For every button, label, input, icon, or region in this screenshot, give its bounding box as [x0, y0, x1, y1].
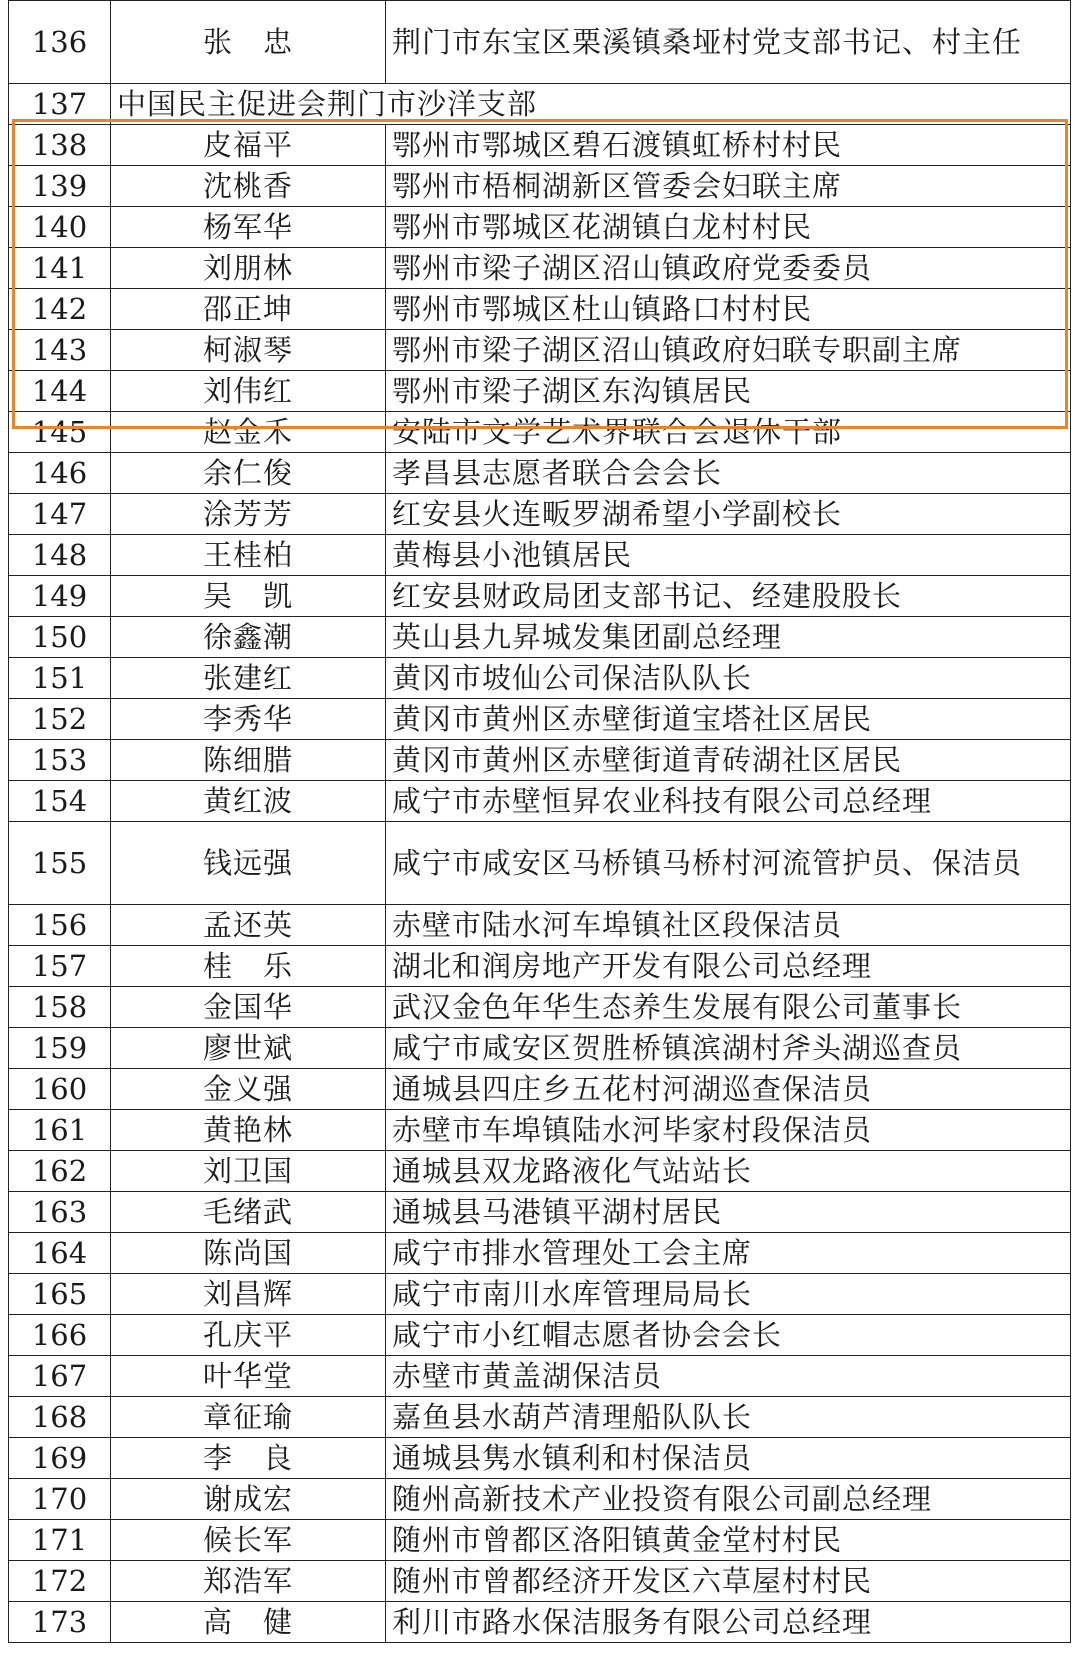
unit-position-cell: 咸宁市赤壁恒昇农业科技有限公司总经理	[386, 781, 1071, 822]
person-name-cell: 叶华堂	[111, 1356, 386, 1397]
row-number-cell: 137	[9, 84, 111, 125]
unit-position-cell: 安陆市文学艺术界联合会退休干部	[386, 412, 1071, 453]
unit-position-cell: 黄梅县小池镇居民	[386, 535, 1071, 576]
row-number-cell: 155	[9, 822, 111, 905]
row-number-cell: 171	[9, 1520, 111, 1561]
roster-table-body	[9, 1, 1071, 1643]
table-row	[9, 1520, 1071, 1561]
person-name-cell: 刘伟红	[111, 371, 386, 412]
row-number-cell: 172	[9, 1561, 111, 1602]
table-row	[9, 1397, 1071, 1438]
unit-position-cell: 通城县双龙路液化气站站长	[386, 1151, 1071, 1192]
person-name-cell: 陈细腊	[111, 740, 386, 781]
table-row	[9, 412, 1071, 453]
person-name-cell: 柯淑琴	[111, 330, 386, 371]
person-name-cell: 沈桃香	[111, 166, 386, 207]
row-number-cell: 167	[9, 1356, 111, 1397]
row-number-cell: 141	[9, 248, 111, 289]
roster-sheet	[8, 0, 1070, 1658]
table-row	[9, 453, 1071, 494]
row-number-cell: 173	[9, 1602, 111, 1643]
unit-position-cell: 赤壁市车埠镇陆水河毕家村段保洁员	[386, 1110, 1071, 1151]
unit-position-cell: 红安县财政局团支部书记、经建股股长	[386, 576, 1071, 617]
table-row	[9, 371, 1071, 412]
person-name-cell: 邵正坤	[111, 289, 386, 330]
row-number-cell: 162	[9, 1151, 111, 1192]
row-number-cell: 159	[9, 1028, 111, 1069]
person-name-cell: 章征瑜	[111, 1397, 386, 1438]
person-name-cell: 李 良	[111, 1438, 386, 1479]
unit-position-cell: 嘉鱼县水葫芦清理船队队长	[386, 1397, 1071, 1438]
table-row	[9, 946, 1071, 987]
person-name-cell: 余仁俊	[111, 453, 386, 494]
person-name-cell: 廖世斌	[111, 1028, 386, 1069]
person-name-cell: 钱远强	[111, 822, 386, 905]
row-number-cell: 147	[9, 494, 111, 535]
unit-position-cell: 咸宁市小红帽志愿者协会会长	[386, 1315, 1071, 1356]
unit-position-cell: 鄂州市梁子湖区沼山镇政府党委委员	[386, 248, 1071, 289]
table-row	[9, 1233, 1071, 1274]
person-name-cell: 刘昌辉	[111, 1274, 386, 1315]
table-row	[9, 699, 1071, 740]
table-row	[9, 1110, 1071, 1151]
unit-position-cell: 鄂州市梁子湖区东沟镇居民	[386, 371, 1071, 412]
table-row	[9, 1, 1071, 84]
table-row	[9, 1438, 1071, 1479]
roster-table	[8, 0, 1071, 1643]
table-row	[9, 535, 1071, 576]
unit-position-cell: 随州市曾都区洛阳镇黄金堂村村民	[386, 1520, 1071, 1561]
row-number-cell: 140	[9, 207, 111, 248]
table-row	[9, 576, 1071, 617]
unit-position-cell: 咸宁市排水管理处工会主席	[386, 1233, 1071, 1274]
row-number-cell: 160	[9, 1069, 111, 1110]
person-name-cell: 李秀华	[111, 699, 386, 740]
group-title-cell: 中国民主促进会荆门市沙洋支部	[111, 84, 1071, 125]
person-name-cell: 吴 凯	[111, 576, 386, 617]
row-number-cell: 152	[9, 699, 111, 740]
row-number-cell: 170	[9, 1479, 111, 1520]
row-number-cell: 146	[9, 453, 111, 494]
unit-position-cell: 鄂州市梧桐湖新区管委会妇联主席	[386, 166, 1071, 207]
person-name-cell: 金义强	[111, 1069, 386, 1110]
unit-position-cell: 黄冈市黄州区赤壁街道宝塔社区居民	[386, 699, 1071, 740]
unit-position-cell: 鄂州市鄂城区杜山镇路口村村民	[386, 289, 1071, 330]
person-name-cell: 候长军	[111, 1520, 386, 1561]
person-name-cell: 谢成宏	[111, 1479, 386, 1520]
row-number-cell: 138	[9, 125, 111, 166]
table-row	[9, 905, 1071, 946]
unit-position-cell: 赤壁市陆水河车埠镇社区段保洁员	[386, 905, 1071, 946]
person-name-cell: 郑浩军	[111, 1561, 386, 1602]
table-row	[9, 330, 1071, 371]
person-name-cell: 高 健	[111, 1602, 386, 1643]
unit-position-cell: 鄂州市鄂城区花湖镇白龙村村民	[386, 207, 1071, 248]
row-number-cell: 148	[9, 535, 111, 576]
person-name-cell: 涂芳芳	[111, 494, 386, 535]
unit-position-cell: 鄂州市鄂城区碧石渡镇虹桥村村民	[386, 125, 1071, 166]
unit-position-cell: 湖北和润房地产开发有限公司总经理	[386, 946, 1071, 987]
table-row	[9, 1561, 1071, 1602]
person-name-cell: 刘卫国	[111, 1151, 386, 1192]
table-row	[9, 1274, 1071, 1315]
row-number-cell: 144	[9, 371, 111, 412]
unit-position-cell: 英山县九昇城发集团副总经理	[386, 617, 1071, 658]
person-name-cell: 刘朋林	[111, 248, 386, 289]
unit-position-cell: 通城县马港镇平湖村居民	[386, 1192, 1071, 1233]
unit-position-cell: 随州市曾都经济开发区六草屋村村民	[386, 1561, 1071, 1602]
unit-position-cell: 赤壁市黄盖湖保洁员	[386, 1356, 1071, 1397]
person-name-cell: 黄艳林	[111, 1110, 386, 1151]
table-row	[9, 1028, 1071, 1069]
table-row	[9, 125, 1071, 166]
person-name-cell: 陈尚国	[111, 1233, 386, 1274]
row-number-cell: 145	[9, 412, 111, 453]
person-name-cell: 孔庆平	[111, 1315, 386, 1356]
unit-position-cell: 利川市路水保洁服务有限公司总经理	[386, 1602, 1071, 1643]
unit-position-cell: 通城县四庄乡五花村河湖巡查保洁员	[386, 1069, 1071, 1110]
unit-position-cell: 咸宁市咸安区贺胜桥镇滨湖村斧头湖巡查员	[386, 1028, 1071, 1069]
row-number-cell: 150	[9, 617, 111, 658]
person-name-cell: 杨军华	[111, 207, 386, 248]
person-name-cell: 徐鑫潮	[111, 617, 386, 658]
table-row	[9, 987, 1071, 1028]
table-row	[9, 781, 1071, 822]
unit-position-cell: 鄂州市梁子湖区沼山镇政府妇联专职副主席	[386, 330, 1071, 371]
person-name-cell: 皮福平	[111, 125, 386, 166]
row-number-cell: 161	[9, 1110, 111, 1151]
table-row	[9, 1315, 1071, 1356]
row-number-cell: 165	[9, 1274, 111, 1315]
row-number-cell: 136	[9, 1, 111, 84]
table-row	[9, 1479, 1071, 1520]
table-row	[9, 1069, 1071, 1110]
table-row	[9, 658, 1071, 699]
table-row	[9, 84, 1071, 125]
table-row	[9, 207, 1071, 248]
person-name-cell: 毛绪武	[111, 1192, 386, 1233]
person-name-cell: 王桂柏	[111, 535, 386, 576]
row-number-cell: 142	[9, 289, 111, 330]
row-number-cell: 158	[9, 987, 111, 1028]
row-number-cell: 169	[9, 1438, 111, 1479]
table-row	[9, 1151, 1071, 1192]
person-name-cell: 张建红	[111, 658, 386, 699]
row-number-cell: 153	[9, 740, 111, 781]
unit-position-cell: 孝昌县志愿者联合会会长	[386, 453, 1071, 494]
row-number-cell: 164	[9, 1233, 111, 1274]
unit-position-cell: 红安县火连畈罗湖希望小学副校长	[386, 494, 1071, 535]
table-row	[9, 166, 1071, 207]
unit-position-cell: 黄冈市坡仙公司保洁队队长	[386, 658, 1071, 699]
person-name-cell: 孟还英	[111, 905, 386, 946]
unit-position-cell: 武汉金色年华生态养生发展有限公司董事长	[386, 987, 1071, 1028]
row-number-cell: 156	[9, 905, 111, 946]
row-number-cell: 149	[9, 576, 111, 617]
unit-position-cell: 随州高新技术产业投资有限公司副总经理	[386, 1479, 1071, 1520]
unit-position-cell: 通城县隽水镇利和村保洁员	[386, 1438, 1071, 1479]
row-number-cell: 143	[9, 330, 111, 371]
row-number-cell: 157	[9, 946, 111, 987]
table-row	[9, 617, 1071, 658]
table-row	[9, 1192, 1071, 1233]
table-row	[9, 740, 1071, 781]
row-number-cell: 166	[9, 1315, 111, 1356]
row-number-cell: 163	[9, 1192, 111, 1233]
person-name-cell: 赵金禾	[111, 412, 386, 453]
person-name-cell: 黄红波	[111, 781, 386, 822]
person-name-cell: 桂 乐	[111, 946, 386, 987]
row-number-cell: 168	[9, 1397, 111, 1438]
unit-position-cell: 咸宁市咸安区马桥镇马桥村河流管护员、保洁员	[386, 822, 1071, 905]
table-row	[9, 248, 1071, 289]
unit-position-cell: 咸宁市南川水库管理局局长	[386, 1274, 1071, 1315]
unit-position-cell: 荆门市东宝区栗溪镇桑垭村党支部书记、村主任	[386, 1, 1071, 84]
row-number-cell: 139	[9, 166, 111, 207]
person-name-cell: 张 忠	[111, 1, 386, 84]
table-row	[9, 289, 1071, 330]
person-name-cell: 金国华	[111, 987, 386, 1028]
row-number-cell: 154	[9, 781, 111, 822]
row-number-cell: 151	[9, 658, 111, 699]
unit-position-cell: 黄冈市黄州区赤壁街道青砖湖社区居民	[386, 740, 1071, 781]
table-row	[9, 1356, 1071, 1397]
table-row	[9, 1602, 1071, 1643]
table-row	[9, 822, 1071, 905]
table-row	[9, 494, 1071, 535]
